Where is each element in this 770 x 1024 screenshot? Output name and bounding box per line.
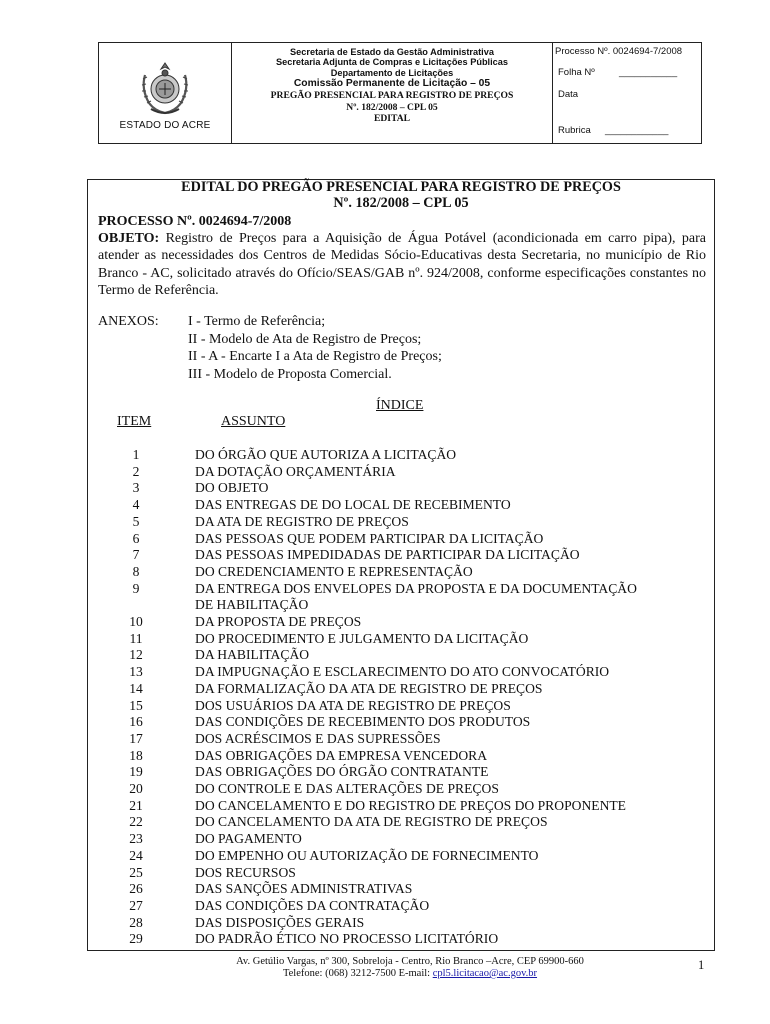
index-item-subject: DA FORMALIZAÇÃO DA ATA DE REGISTRO DE PREÇOS bbox=[195, 680, 543, 696]
index-item-number: 17 bbox=[129, 730, 143, 746]
header-folha-label: Folha Nº bbox=[558, 67, 595, 78]
index-item-number: 9 bbox=[132, 580, 140, 596]
header-line-secretaria: Secretaria de Estado da Gestão Administrativa bbox=[290, 47, 494, 57]
index-item-number: 11 bbox=[129, 630, 143, 646]
index-item-number: 5 bbox=[132, 513, 140, 529]
index-item-subject: DO CANCELAMENTO DA ATA DE REGISTRO DE PREÇOS bbox=[195, 814, 548, 830]
header-line-pregao: PREGÃO PRESENCIAL PARA REGISTRO DE PREÇOS bbox=[270, 90, 514, 102]
index-item-subject: DO CONTROLE E DAS ALTERAÇÕES DE PREÇOS bbox=[195, 781, 499, 796]
index-item-number: 28 bbox=[129, 914, 143, 930]
header-institution-cell bbox=[232, 43, 553, 143]
anexos-label: ANEXOS: bbox=[98, 314, 159, 329]
index-item-subject: DAS CONDIÇÕES DE RECEBIMENTO DOS PRODUTOS bbox=[195, 714, 531, 730]
index-item-subject: DA IMPUGNAÇÃO E ESCLARECIMENTO DO ATO CONVOCATÓRIO bbox=[195, 664, 610, 680]
index-item-subject: DA PROPOSTA DE PREÇOS bbox=[195, 614, 362, 629]
footer-contact bbox=[180, 968, 640, 980]
header-line-comissao: Comissão Permanente de Licitação – 05 bbox=[293, 78, 491, 90]
index-item-subject: DO PROCEDIMENTO E JULGAMENTO DA LICITAÇÃO bbox=[195, 630, 529, 646]
index-item-subject: DA ATA DE REGISTRO DE PREÇOS bbox=[195, 513, 409, 529]
page-number: 1 bbox=[698, 958, 705, 972]
header-folha-blank: ___________ bbox=[619, 67, 678, 78]
edital-title-line1: EDITAL DO PREGÃO PRESENCIAL PARA REGISTRO DE PREÇOS bbox=[181, 179, 621, 195]
index-item-subject: DAS PESSOAS QUE PODEM PARTICIPAR DA LICITAÇÃO bbox=[195, 530, 544, 546]
index-item-subject-continued: DE HABILITAÇÃO bbox=[195, 597, 309, 613]
header-process-cell bbox=[553, 43, 701, 143]
index-item-subject: DO OBJETO bbox=[195, 480, 269, 496]
header-line-edital: EDITAL bbox=[373, 113, 411, 125]
index-item-subject: DAS CONDIÇÕES DA CONTRATAÇÃO bbox=[195, 897, 430, 913]
index-item-subject: DAS PESSOAS IMPEDIDADAS DE PARTICIPAR DA LICITAÇÃO bbox=[195, 547, 580, 563]
header-line-secretaria-adjunta: Secretaria Adjunta de Compras e Licitações Públicas bbox=[276, 57, 508, 68]
index-item-number: 22 bbox=[129, 814, 143, 830]
header-data-label: Data bbox=[558, 89, 579, 100]
index-item-number: 20 bbox=[129, 781, 143, 796]
index-item-subject: DA ENTREGA DOS ENVELOPES DA PROPOSTA E DA DOCUMENTAÇÃO bbox=[195, 580, 637, 596]
index-item-number: 29 bbox=[129, 931, 143, 947]
index-item-subject: DO CANCELAMENTO E DO REGISTRO DE PREÇOS DO PROPONENTE bbox=[195, 797, 626, 813]
index-item-number: 3 bbox=[132, 480, 140, 496]
header-rubrica-label: Rubrica bbox=[558, 125, 591, 136]
header-logo-cell bbox=[99, 43, 232, 143]
index-item-number: 2 bbox=[132, 463, 140, 479]
state-name: ESTADO DO ACRE bbox=[119, 120, 211, 131]
index-item-subject: DOS ACRÉSCIMOS E DAS SUPRESSÕES bbox=[195, 730, 441, 746]
header-line-departamento: Departamento de Licitações bbox=[330, 67, 454, 78]
index-item-subject: DAS SANÇÕES ADMINISTRATIVAS bbox=[195, 881, 413, 897]
index-item-subject: DO CREDENCIAMENTO E REPRESENTAÇÃO bbox=[195, 563, 473, 579]
index-item-number: 10 bbox=[129, 614, 143, 629]
index-item-number: 4 bbox=[132, 497, 140, 513]
index-item-number: 13 bbox=[129, 664, 143, 680]
footer-email-link[interactable]: cpl5.licitacao@ac.gov.br bbox=[432, 968, 538, 979]
anexo-item: II - Modelo de Ata de Registro de Preços; bbox=[188, 331, 422, 347]
header-line-numero: Nº. 182/2008 – CPL 05 bbox=[346, 101, 438, 113]
index-item-number: 24 bbox=[129, 847, 143, 863]
edital-objeto bbox=[98, 230, 706, 300]
indice-title: ÍNDICE bbox=[376, 398, 424, 413]
index-item-number: 21 bbox=[129, 797, 143, 813]
index-item-subject: DAS ENTREGAS DE DO LOCAL DE RECEBIMENTO bbox=[195, 497, 511, 513]
index-item-subject: DO PADRÃO ÉTICO NO PROCESSO LICITATÓRIO bbox=[195, 931, 499, 947]
index-item-number: 16 bbox=[129, 714, 143, 730]
index-item-number: 1 bbox=[132, 447, 140, 462]
index-column-item: ITEM bbox=[117, 414, 152, 429]
index-item-subject: DO EMPENHO OU AUTORIZAÇÃO DE FORNECIMENTO bbox=[195, 847, 539, 863]
footer-address: Av. Getúlio Vargas, nº 300, Sobreloja - Centro, Rio Branco –Acre, CEP 69900-660 bbox=[236, 956, 584, 967]
acre-coat-of-arms-icon bbox=[137, 59, 193, 117]
index-item-number: 8 bbox=[132, 563, 140, 579]
anexo-item: III - Modelo de Proposta Comercial. bbox=[188, 366, 392, 382]
index-item-number: 19 bbox=[129, 764, 143, 780]
index-item-subject: DOS RECURSOS bbox=[195, 864, 296, 880]
index-item-subject: DO PAGAMENTO bbox=[195, 831, 302, 847]
index-item-subject: DA DOTAÇÃO ORÇAMENTÁRIA bbox=[195, 463, 396, 479]
index-item-subject: DOS USUÁRIOS DA ATA DE REGISTRO DE PREÇOS bbox=[195, 697, 511, 713]
index-item-subject: DAS OBRIGAÇÕES DO ÓRGÃO CONTRATANTE bbox=[195, 764, 489, 780]
objeto-text: Registro de Preços para a Aquisição de Água Potável (acondicionada em carro pipa), para atender as necessidades dos Centros de Medidas Sócio-Educativas desta Secretaria, no município de Rio Branco - AC, solicitado através do Ofício/SEAS/GAB nº. 924/2008, conforme especificações constantes no Termo de Referência. bbox=[98, 231, 706, 299]
footer-phone: Telefone: (068) 3212-7500 E-mail: bbox=[282, 968, 433, 979]
index-item-subject: DA HABILITAÇÃO bbox=[195, 647, 310, 663]
header-rubrica-blank: ____________ bbox=[605, 125, 669, 136]
header-processo: Processo Nº. 0024694-7/2008 bbox=[555, 46, 683, 57]
index-item-number: 25 bbox=[129, 864, 143, 880]
index-item-number: 26 bbox=[129, 881, 143, 897]
index-item-number: 15 bbox=[129, 697, 143, 713]
index-column-assunto: ASSUNTO bbox=[221, 414, 286, 429]
edital-title-line2: Nº. 182/2008 – CPL 05 bbox=[333, 195, 469, 211]
anexo-item: I - Termo de Referência; bbox=[188, 314, 326, 329]
edital-processo: PROCESSO Nº. 0024694-7/2008 bbox=[98, 214, 292, 229]
index-item-number: 23 bbox=[129, 831, 143, 847]
index-item-subject: DO ÓRGÃO QUE AUTORIZA A LICITAÇÃO bbox=[195, 447, 457, 462]
index-item-number: 6 bbox=[132, 530, 140, 546]
anexo-item: II - A - Encarte I a Ata de Registro de Preços; bbox=[188, 349, 442, 364]
index-item-subject: DAS OBRIGAÇÕES DA EMPRESA VENCEDORA bbox=[195, 747, 488, 763]
objeto-label: OBJETO: bbox=[98, 231, 160, 246]
index-item-number: 27 bbox=[129, 897, 143, 913]
index-item-number: 18 bbox=[129, 747, 143, 763]
document-header bbox=[98, 42, 702, 144]
index-item-number: 7 bbox=[132, 547, 140, 563]
index-item-subject: DAS DISPOSIÇÕES GERAIS bbox=[195, 914, 365, 930]
index-item-number: 14 bbox=[129, 680, 143, 696]
index-item-number: 12 bbox=[129, 647, 143, 663]
